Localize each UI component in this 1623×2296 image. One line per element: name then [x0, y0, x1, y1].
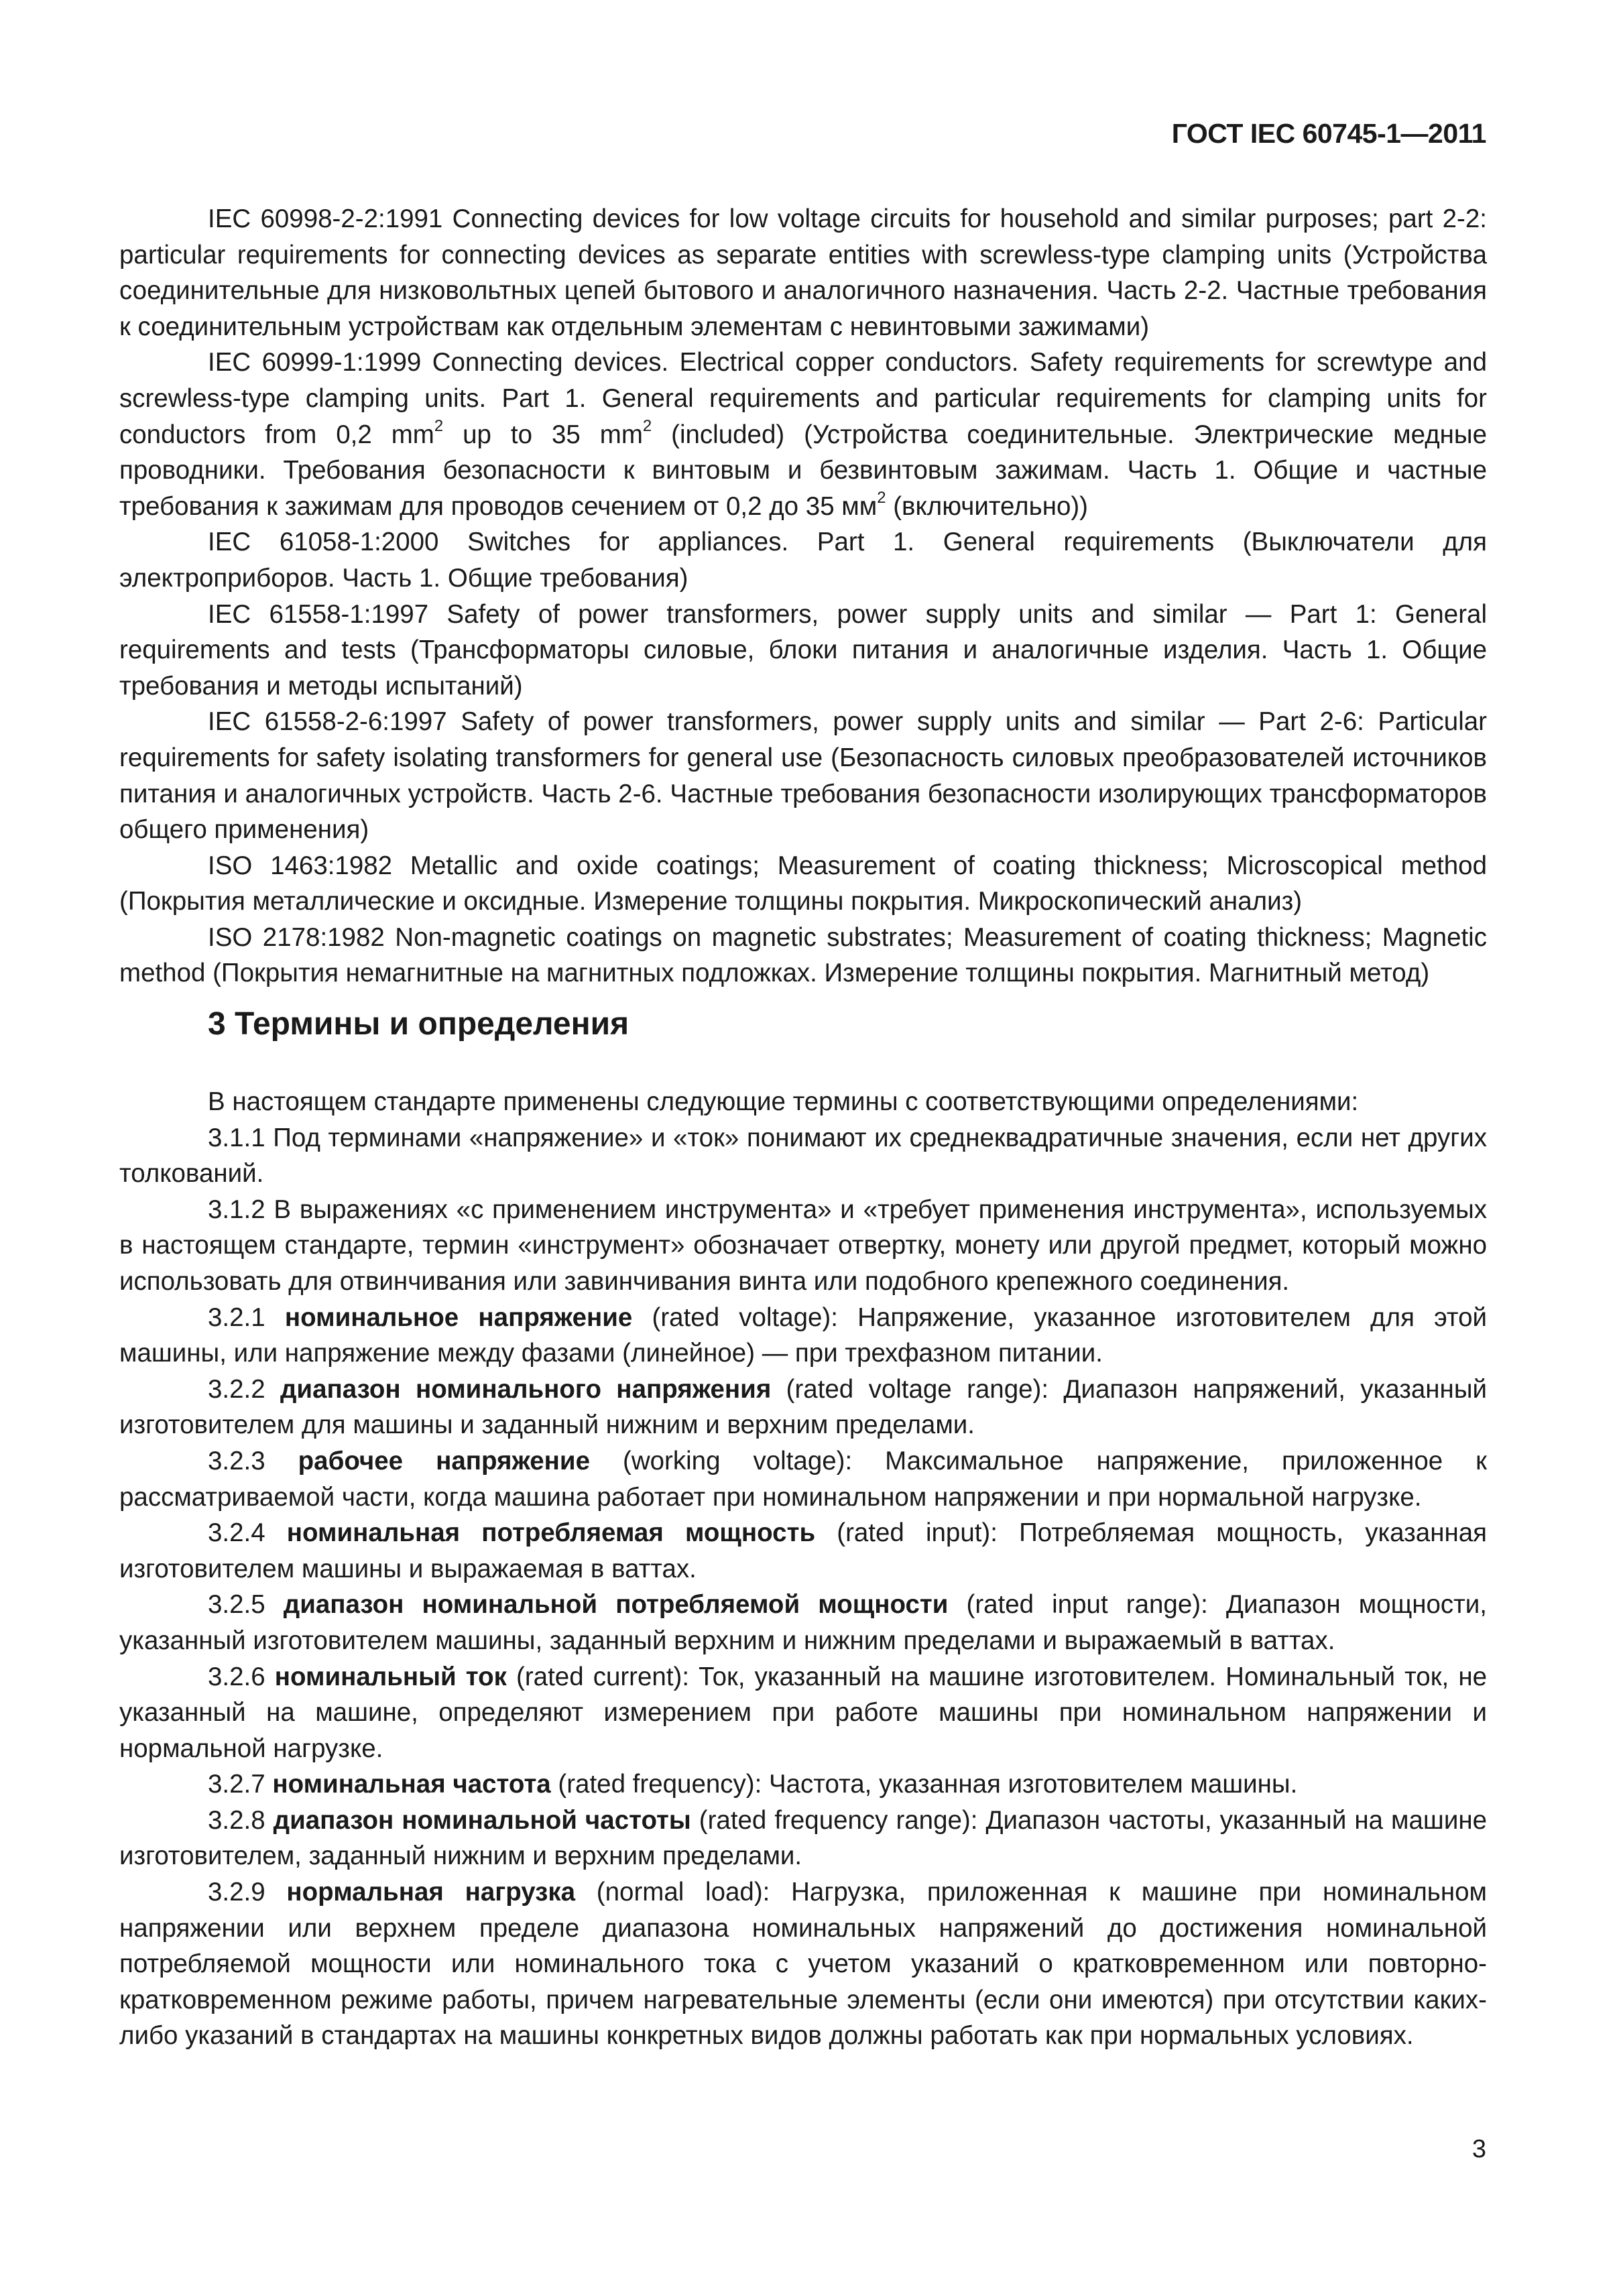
- clause: 3.1.1 Под терминами «напряжение» и «ток» понимают их среднеквадратичные значения, если нет других толкований.: [119, 1123, 1487, 1189]
- definition-text: (normal load): Нагрузка, приложенная к машине при номинальном напряжении или верхнем пределе диапазона номинальных напряжений до достижения номинальной потребляемой мощности или номинального тока с учетом указаний о кратковременном или повторно-кратковременном режиме работы, причем нагревательные элементы (если они имеются) при отсутствии каких-либо указаний в стандартах на машины конкретных видов должны работать как при нормальных условиях.: [119, 1878, 1488, 2051]
- definition-number: 3.2.6: [208, 1662, 275, 1691]
- definition-text: (working voltage): Максимальное напряжение, приложенное к рассматриваемой части, когда машина работает при номинальном напряжении и при нормальной нагрузке.: [119, 1446, 1487, 1512]
- definition-text: (rated voltage range): Диапазон напряжений, указанный изготовителем для машины и заданный нижним и верхним пределами.: [119, 1374, 1487, 1440]
- definition-text: (rated current): Ток, указанный на машине изготовителем. Номинальный ток, не указанный на машине, определяют измерением при работе машины при номинальном напряжении и нормальной нагрузке.: [119, 1662, 1487, 1763]
- definition: [119, 1300, 1487, 1372]
- superscript: 2: [642, 416, 652, 435]
- reference-item: IEC 61558-1:1997 Safety of power transformers, power supply units and similar — Part 1: General requirements and tests (Трансформаторы силовые, блоки питания и аналогичные изделия. Часть 1. Общие требования и методы испытаний): [119, 599, 1487, 701]
- section-intro: В настоящем стандарте применены следующие термины с соответствующими определениями:: [208, 1087, 1359, 1116]
- definition-term: диапазон номинальной потребляемой мощности: [283, 1590, 949, 1620]
- terms-and-definitions: [119, 1084, 1487, 2054]
- definition-text: (rated voltage): Напряжение, указанное изготовителем для этой машины, или напряжение между фазами (линейное) — при трехфазном питании.: [119, 1303, 1488, 1368]
- definition-number: 3.2.9: [208, 1878, 287, 1907]
- reference-item: IEC 60998-2-2:1991 Connecting devices for low voltage circuits for household and similar purposes; part 2-2: particular requirements for connecting devices as separate entities with screwless-type clamping units (Устройства соединительные для низковольтных цепей бытового и аналогичного назначения. Часть 2-2. Частные требования к соединительным устройствам как отдельным элементам с невинтовыми зажимами): [119, 204, 1487, 341]
- definition-term: номинальное напряжение: [284, 1303, 633, 1332]
- definition-text: (rated input): Потребляемая мощность, указанная изготовителем машины и выражаемая в ваттах.: [119, 1518, 1488, 1583]
- definition-number: 3.2.5: [208, 1590, 284, 1620]
- superscript: 2: [877, 488, 886, 507]
- definition-term: рабочее напряжение: [298, 1446, 591, 1475]
- superscript: 2: [434, 416, 444, 435]
- reference-item: ISO 1463:1982 Metallic and oxide coatings; Measurement of coating thickness; Microscopical method (Покрытия металлические и оксидные. Измерение толщины покрытия. Микроскопический анализ): [119, 851, 1487, 916]
- definition-term: диапазон номинального напряжения: [280, 1374, 772, 1404]
- definition-text: (rated frequency): Частота, указанная изготовителем машины.: [550, 1770, 1298, 1799]
- standard-code-header: ГОСТ IEC 60745-1—2011: [1171, 118, 1486, 149]
- definition-text: (rated input range): Диапазон мощности, указанный изготовителем машины, заданный верхним и нижним пределами и выражаемый в ваттах.: [119, 1590, 1488, 1655]
- page-number: 3: [1471, 2135, 1486, 2163]
- definition-number: 3.2.7: [208, 1770, 273, 1799]
- definition: [119, 1766, 1487, 1803]
- reference-item: ISO 2178:1982 Non-magnetic coatings on magnetic substrates; Measurement of coating thickness; Magnetic method (Покрытия немагнитные на магнитных подложках. Измерение толщины покрытия. Магнитный метод): [119, 922, 1487, 988]
- definition-term: нормальная нагрузка: [286, 1878, 576, 1907]
- definition: [119, 1443, 1487, 1515]
- definition-number: 3.2.4: [208, 1518, 287, 1548]
- definition-number: 3.2.2: [208, 1374, 280, 1404]
- definition-number: 3.2.8: [208, 1805, 274, 1835]
- definition: [119, 1874, 1487, 2054]
- reference-item: IEC 60999-1:1999 Connecting devices. Electrical copper conductors. Safety requirements for screwtype and screwless-type clamping units. Part 1. General requirements and particular requirements for clamping units for conductors from 0,2 $mm^2$ up to 35 $mm^2$ (included) (Устройства соединительные. Электрические медные проводники. Требования безопасности к винтовым и безвинтовым зажимам. Часть 1. Общие и частные требования к зажимам для проводов сечением от 0,2 до 35 $мм^2$ (включительно)): [119, 348, 1488, 521]
- definition-text: (rated frequency range): Диапазон частоты, указанный на машине изготовителем, заданный нижним и верхним пределами.: [119, 1805, 1487, 1871]
- definition-term: номинальный ток: [274, 1662, 507, 1691]
- definition: [119, 1587, 1487, 1658]
- definition-term: диапазон номинальной частоты: [273, 1805, 691, 1835]
- definition: [119, 1372, 1487, 1443]
- clause: 3.1.2 В выражениях «с применением инструмента» и «требует применения инструмента», используемых в настоящем стандарте, термин «инструмент» обозначает отвертку, монету или другой предмет, который можно использовать для отвинчивания или завинчивания винта или подобного крепежного соединения.: [119, 1195, 1487, 1296]
- definition-number: 3.2.1: [208, 1303, 285, 1332]
- reference-item: IEC 61558-2-6:1997 Safety of power transformers, power supply units and similar — Part 2-6: Particular requirements for safety isolating transformers for general use (Безопасность силовых преобразователей источников питания и аналогичных устройств. Часть 2-6. Частные требования безопасности изолирующих трансформаторов общего применения): [119, 707, 1487, 845]
- definition: [119, 1659, 1487, 1767]
- definition-number: 3.2.3: [208, 1446, 298, 1475]
- normative-references: [119, 201, 1487, 991]
- definition: [119, 1803, 1487, 1874]
- reference-item: IEC 61058-1:2000 Switches for appliances. Part 1. General requirements (Выключатели для электроприборов. Часть 1. Общие требования): [119, 528, 1487, 593]
- section-heading: 3 Термины и определения: [208, 1006, 629, 1042]
- definition: [119, 1515, 1487, 1587]
- definition-term: номинальная частота: [272, 1770, 551, 1799]
- definition-term: номинальная потребляемая мощность: [286, 1518, 816, 1548]
